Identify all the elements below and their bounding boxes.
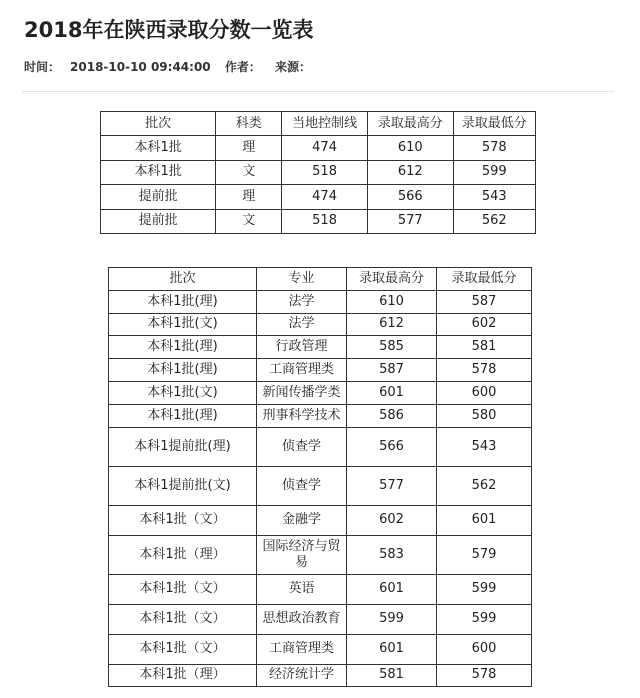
table-cell: 文 <box>216 209 282 233</box>
table-cell: 586 <box>347 404 437 427</box>
time-label: 时间： <box>24 60 61 74</box>
table-cell: 581 <box>437 336 532 359</box>
table-cell: 578 <box>453 136 535 160</box>
table-cell: 刑事科学技术 <box>257 404 347 427</box>
table-cell: 600 <box>437 634 532 664</box>
table-cell: 543 <box>453 185 535 209</box>
table-cell: 工商管理类 <box>257 634 347 664</box>
table-cell: 法学 <box>257 290 347 313</box>
table-cell: 578 <box>437 664 532 687</box>
author-label: 作者： <box>224 60 261 74</box>
table-cell: 583 <box>347 535 437 574</box>
table-cell: 本科1批（文） <box>109 634 257 664</box>
header-cell: 录取最高分 <box>347 268 437 291</box>
table-row <box>109 381 532 404</box>
table-cell: 本科1批(理) <box>109 359 257 382</box>
table-cell: 581 <box>347 664 437 687</box>
table-cell: 601 <box>347 634 437 664</box>
table-cell: 本科1批 <box>101 160 216 184</box>
table-cell: 法学 <box>257 313 347 336</box>
table-cell: 577 <box>347 466 437 505</box>
table-row <box>109 404 532 427</box>
table-cell: 587 <box>347 359 437 382</box>
table-cell: 本科1提前批(文) <box>109 466 257 505</box>
table-cell: 578 <box>437 359 532 382</box>
table-cell: 侦查学 <box>257 466 347 505</box>
header-cell: 录取最低分 <box>437 268 532 291</box>
time-value: 2018-10-10 09:44:00 <box>70 60 211 74</box>
table-cell: 本科1批（理） <box>109 535 257 574</box>
table-cell: 474 <box>282 136 368 160</box>
table-row <box>101 209 536 233</box>
header-cell: 专业 <box>257 268 347 291</box>
table-cell: 474 <box>282 185 368 209</box>
table-cell: 587 <box>437 290 532 313</box>
table-row <box>101 185 536 209</box>
table-row <box>109 336 532 359</box>
table-row <box>109 290 532 313</box>
table-cell: 599 <box>347 604 437 634</box>
table-cell: 金融学 <box>257 505 347 535</box>
table-row <box>109 574 532 604</box>
table-cell: 提前批 <box>101 209 216 233</box>
table-cell: 本科1批 <box>101 136 216 160</box>
table-cell: 579 <box>437 535 532 574</box>
table-cell: 610 <box>347 290 437 313</box>
table-cell: 585 <box>347 336 437 359</box>
header-cell: 录取最高分 <box>367 112 453 136</box>
header-cell: 批次 <box>101 112 216 136</box>
table-row <box>109 427 532 466</box>
table-cell: 602 <box>347 505 437 535</box>
header-cell: 录取最低分 <box>453 112 535 136</box>
table-cell: 侦查学 <box>257 427 347 466</box>
table-row <box>109 466 532 505</box>
score-table-by-major <box>108 267 532 687</box>
header-cell: 当地控制线 <box>282 112 368 136</box>
table-cell: 599 <box>437 574 532 604</box>
table-cell: 612 <box>347 313 437 336</box>
header-cell: 科类 <box>216 112 282 136</box>
table-cell: 602 <box>437 313 532 336</box>
table-cell: 本科1批(文) <box>109 381 257 404</box>
table-cell: 本科1批(理) <box>109 290 257 313</box>
table-cell: 562 <box>437 466 532 505</box>
table-cell: 580 <box>437 404 532 427</box>
table-row <box>109 634 532 664</box>
table-cell: 提前批 <box>101 185 216 209</box>
table-cell: 599 <box>453 160 535 184</box>
table-cell: 566 <box>367 185 453 209</box>
table-row <box>109 359 532 382</box>
table-row <box>101 136 536 160</box>
table-cell: 理 <box>216 185 282 209</box>
table-cell: 543 <box>437 427 532 466</box>
table-cell: 599 <box>437 604 532 634</box>
table-cell: 601 <box>347 574 437 604</box>
source-label: 来源： <box>275 60 312 74</box>
page-title: 2018年在陕西录取分数一览表 <box>24 18 314 42</box>
table-cell: 562 <box>453 209 535 233</box>
table-cell: 英语 <box>257 574 347 604</box>
table-cell: 本科1批(理) <box>109 336 257 359</box>
table-row <box>109 535 532 574</box>
table-row <box>109 664 532 687</box>
table-cell: 文 <box>216 160 282 184</box>
table-cell: 601 <box>347 381 437 404</box>
table-row <box>109 313 532 336</box>
table-cell: 577 <box>367 209 453 233</box>
table-cell: 601 <box>437 505 532 535</box>
table-cell: 612 <box>367 160 453 184</box>
table-cell: 思想政治教育 <box>257 604 347 634</box>
table-header-row <box>109 268 532 291</box>
table-cell: 本科1批（文） <box>109 505 257 535</box>
table-cell: 经济统计学 <box>257 664 347 687</box>
table-cell: 518 <box>282 209 368 233</box>
table-cell: 600 <box>437 381 532 404</box>
table-header-row <box>101 112 536 136</box>
table-row <box>109 604 532 634</box>
article-meta <box>24 58 321 75</box>
table-cell: 566 <box>347 427 437 466</box>
header-cell: 批次 <box>109 268 257 291</box>
table-cell: 本科1批（文） <box>109 604 257 634</box>
table-cell: 工商管理类 <box>257 359 347 382</box>
table-cell: 本科1批(文) <box>109 313 257 336</box>
table-cell: 国际经济与贸易 <box>257 535 347 574</box>
table-cell: 本科1批(理) <box>109 404 257 427</box>
score-table-by-batch <box>100 111 536 234</box>
table-row <box>109 505 532 535</box>
table-cell: 行政管理 <box>257 336 347 359</box>
table-cell: 610 <box>367 136 453 160</box>
table-cell: 本科1提前批(理) <box>109 427 257 466</box>
table-cell: 本科1批（理） <box>109 664 257 687</box>
table-cell: 518 <box>282 160 368 184</box>
header-divider <box>22 91 614 92</box>
table-row <box>101 160 536 184</box>
table-cell: 本科1批（文） <box>109 574 257 604</box>
table-cell: 新闻传播学类 <box>257 381 347 404</box>
table-cell: 理 <box>216 136 282 160</box>
